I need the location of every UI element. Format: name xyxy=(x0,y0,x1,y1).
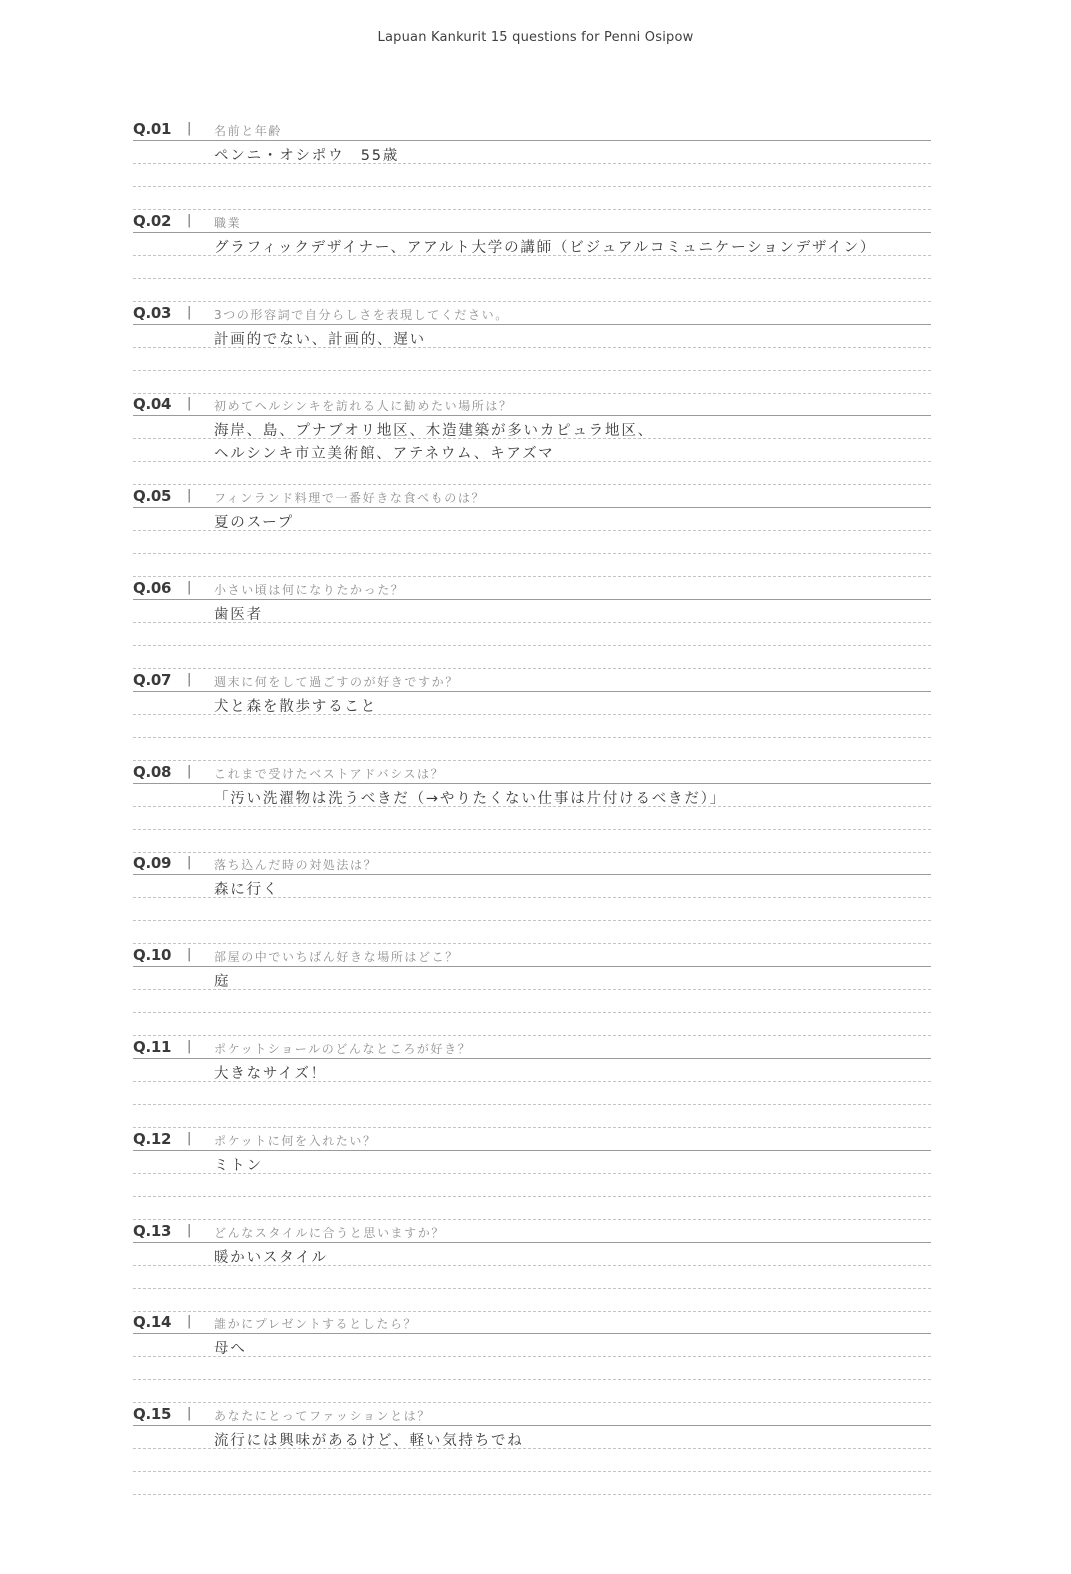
question-number: Q.13 xyxy=(133,1221,172,1240)
qa-item xyxy=(133,1401,931,1493)
answer-line xyxy=(133,1426,931,1449)
answer-text: 流行には興味があるけど、軽い気持ちでね xyxy=(214,1433,524,1450)
question-text: 誰かにプレゼントするとしたら？ xyxy=(214,1317,418,1332)
question-text: あなたにとってファッションとは？ xyxy=(214,1409,431,1424)
answer-line xyxy=(133,1266,931,1289)
answer-line xyxy=(133,1357,931,1380)
question-row xyxy=(133,1309,931,1334)
answer-text: グラフィックデザイナー、アアルト大学の講師（ビジュアルコミュニケーションデザイン） xyxy=(214,239,877,256)
answer-line xyxy=(133,371,931,394)
question-separator: | xyxy=(187,488,192,504)
answer-line xyxy=(133,1197,931,1220)
answer-line xyxy=(133,875,931,898)
question-number: Q.04 xyxy=(133,395,172,414)
answer-line xyxy=(133,1082,931,1105)
answer-line xyxy=(133,1334,931,1357)
answer-text: 夏のスープ xyxy=(214,515,295,532)
question-text: ポケットショールのどんなところが好き？ xyxy=(214,1041,472,1056)
answer-line xyxy=(133,1289,931,1312)
qa-item xyxy=(133,759,931,851)
answer-line xyxy=(133,416,931,439)
question-separator: | xyxy=(187,212,192,228)
question-row xyxy=(133,942,931,967)
question-row xyxy=(133,1401,931,1426)
question-row xyxy=(133,116,931,141)
answer-line xyxy=(133,508,931,531)
question-row xyxy=(133,667,931,692)
question-separator: | xyxy=(187,671,192,687)
question-separator: | xyxy=(187,579,192,595)
answer-line xyxy=(133,990,931,1013)
question-text: 3つの形容詞で自分らしさを表現してください。 xyxy=(214,307,509,322)
answer-line xyxy=(133,692,931,715)
answer-line xyxy=(133,554,931,577)
answer-line xyxy=(133,1472,931,1495)
answer-line xyxy=(133,279,931,302)
answer-line xyxy=(133,1059,931,1082)
question-row xyxy=(133,300,931,325)
qa-item xyxy=(133,575,931,667)
answer-text: ミトン xyxy=(214,1157,263,1174)
answer-line xyxy=(133,830,931,853)
answer-line xyxy=(133,187,931,210)
question-separator: | xyxy=(187,1130,192,1146)
question-separator: | xyxy=(187,396,192,412)
qa-item xyxy=(133,1126,931,1218)
question-number: Q.01 xyxy=(133,120,172,138)
answer-line xyxy=(133,967,931,990)
question-separator: | xyxy=(187,1222,192,1238)
question-text: 落ち込んだ時の対処法は？ xyxy=(214,858,378,873)
answer-text: 海岸、島、プナブオリ地区、木造建築が多いカピュラ地区、 xyxy=(214,423,654,440)
question-number: Q.11 xyxy=(133,1037,172,1056)
question-row xyxy=(133,1126,931,1151)
question-number: Q.02 xyxy=(133,211,172,230)
question-row xyxy=(133,391,931,416)
question-row xyxy=(133,483,931,508)
answer-text: 暖かいスタイル xyxy=(214,1249,328,1266)
answer-line xyxy=(133,1174,931,1197)
question-row xyxy=(133,208,931,233)
question-number: Q.08 xyxy=(133,762,172,781)
qa-item xyxy=(133,667,931,759)
answer-text: 犬と森を散歩すること xyxy=(214,698,377,715)
question-text: これまで受けたベストアドバシスは？ xyxy=(214,766,445,781)
answer-text: 計画的でない、計画的、遅い xyxy=(214,331,426,348)
qa-item xyxy=(133,391,931,483)
answer-line xyxy=(133,1105,931,1128)
answer-line xyxy=(133,646,931,669)
question-text: どんなスタイルに合うと思いますか？ xyxy=(214,1225,445,1240)
answer-text: ペンニ・オシポウ 55歳 xyxy=(214,148,400,164)
answer-line xyxy=(133,623,931,646)
qa-item xyxy=(133,1218,931,1310)
question-separator: | xyxy=(187,855,192,871)
question-row xyxy=(133,575,931,600)
answer-line xyxy=(133,1151,931,1174)
question-text: ポケットに何を入れたい？ xyxy=(214,1133,377,1148)
question-number: Q.10 xyxy=(133,946,172,965)
question-row xyxy=(133,850,931,875)
question-number: Q.14 xyxy=(133,1313,172,1332)
question-separator: | xyxy=(187,947,192,963)
question-text: フィンランド料理で一番好きな食べものは？ xyxy=(214,491,486,506)
answer-line xyxy=(133,784,931,807)
question-number: Q.15 xyxy=(133,1405,172,1424)
answer-line xyxy=(133,348,931,371)
qa-list xyxy=(133,116,931,1493)
question-text: 小さい頃は何になりたかった？ xyxy=(214,582,405,597)
question-text: 週末に何をして過ごすのが好きですか？ xyxy=(214,674,459,689)
answer-text: 大きなサイズ！ xyxy=(214,1065,327,1082)
question-separator: | xyxy=(187,1406,192,1422)
question-separator: | xyxy=(187,763,192,779)
answer-line xyxy=(133,531,931,554)
question-number: Q.03 xyxy=(133,303,172,322)
answer-line xyxy=(133,462,931,485)
answer-line xyxy=(133,807,931,830)
question-row xyxy=(133,1218,931,1243)
question-text: 名前と年齢 xyxy=(214,124,283,138)
answer-text: 歯医者 xyxy=(214,606,263,623)
answer-line xyxy=(133,1449,931,1472)
question-number: Q.12 xyxy=(133,1129,172,1148)
qa-item xyxy=(133,1309,931,1401)
answer-line xyxy=(133,439,931,462)
answer-text: 母へ xyxy=(214,1341,247,1358)
answer-line xyxy=(133,738,931,761)
question-number: Q.09 xyxy=(133,854,172,873)
question-text: 職業 xyxy=(214,215,242,230)
question-text: 部屋の中でいちばん好きな場所はどこ？ xyxy=(214,950,459,965)
answer-text: 庭 xyxy=(214,974,231,991)
page-title: Lapuan Kankurit 15 questions for Penni Osipow xyxy=(377,30,694,45)
question-text: 初めてヘルシンキを訪れる人に勧めたい場所は？ xyxy=(214,399,513,414)
answer-text: 「汚い洗濯物は洗うべきだ（→やりたくない仕事は片付けるべきだ）」 xyxy=(214,790,726,807)
answer-line xyxy=(133,325,931,348)
question-separator: | xyxy=(187,304,192,320)
question-separator: | xyxy=(187,1038,192,1054)
qa-item xyxy=(133,300,931,392)
question-number: Q.05 xyxy=(133,487,172,506)
question-separator: | xyxy=(187,1314,192,1330)
question-number: Q.06 xyxy=(133,578,172,597)
answer-line xyxy=(133,1243,931,1266)
answer-line xyxy=(133,1013,931,1036)
question-row xyxy=(133,1034,931,1059)
answer-line xyxy=(133,1380,931,1403)
answer-line xyxy=(133,600,931,623)
qa-item xyxy=(133,942,931,1034)
answer-line xyxy=(133,141,931,164)
answer-line xyxy=(133,898,931,921)
answer-line xyxy=(133,921,931,944)
question-separator: | xyxy=(187,121,192,136)
answer-line xyxy=(133,233,931,256)
qa-item xyxy=(133,208,931,300)
question-number: Q.07 xyxy=(133,670,172,689)
answer-line xyxy=(133,256,931,279)
qa-item xyxy=(133,1034,931,1126)
question-row xyxy=(133,759,931,784)
qa-item xyxy=(133,483,931,575)
answer-line xyxy=(133,164,931,187)
answer-text: 森に行く xyxy=(214,882,280,899)
answer-line xyxy=(133,715,931,738)
answer-text: ヘルシンキ市立美術館、アテネウム、キアズマ xyxy=(214,446,555,463)
qa-item xyxy=(133,116,931,208)
qa-item xyxy=(133,850,931,942)
